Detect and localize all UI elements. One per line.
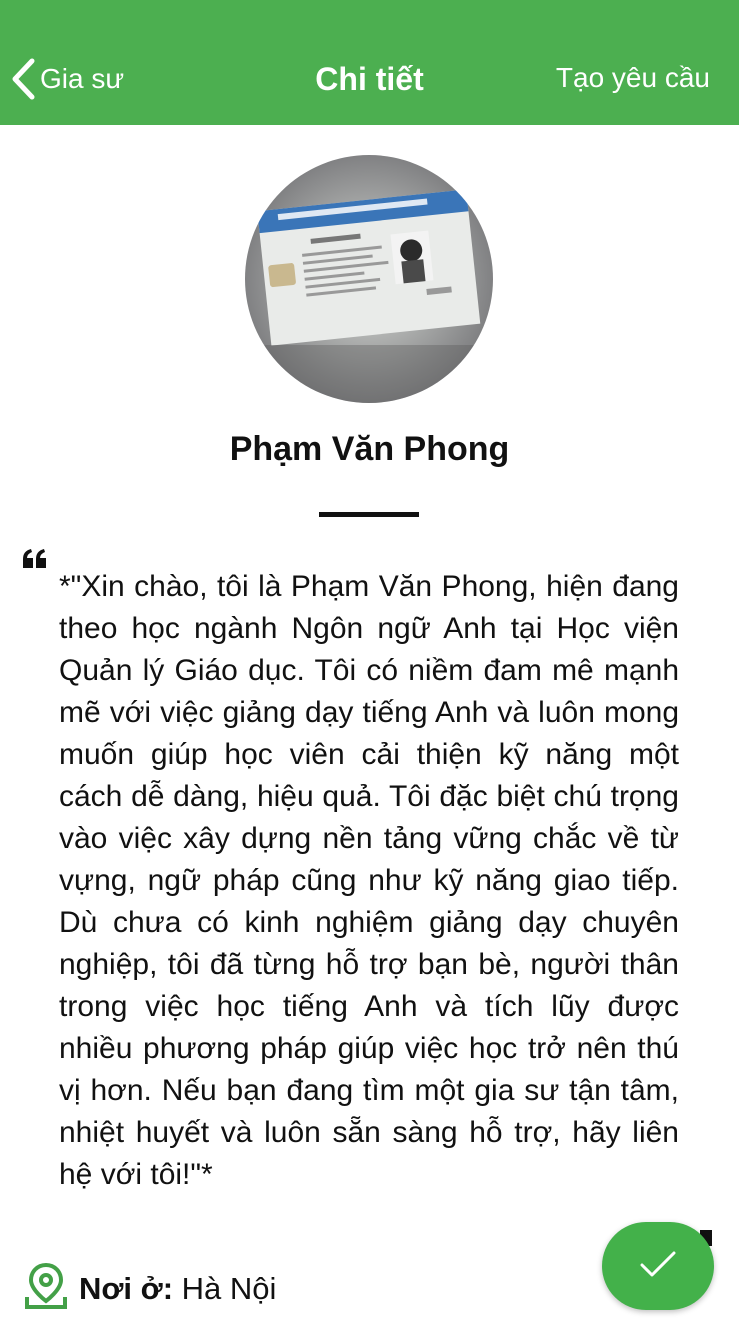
bio-text: *"Xin chào, tôi là Phạm Văn Phong, hiện đang theo học ngành Ngôn ngữ Anh tại Học viện Quản lý Giáo dục. Tôi có niềm đam mê mạnh mẽ với việc giảng dạy tiếng Anh và luôn mong muốn giúp học viên cải thiện kỹ năng một cách dễ dàng, hiệu quả. Tôi đặc biệt chú trọng vào việc xây dựng nền tảng vững chắc về từ vựng, ngữ pháp cũng như kỹ năng giao tiếp. Dù chưa có kinh nghiệm giảng dạy chuyên nghiệp, tôi đã từng hỗ trợ bạn bè, người thân trong việc học tiếng Anh và tích lũy được nhiều phương pháp giúp việc học trở nên thú vị hơn. Nếu bạn đang tìm một gia sư tận tâm, nhiệt huyết và luôn sẵn sàng hỗ trợ, hãy liên hệ với tôi!"* [59,570,679,1191]
map-pin-icon [25,1263,67,1314]
top-app-bar [0,0,739,125]
divider [319,512,419,517]
confirm-fab-button[interactable] [602,1222,714,1310]
location-row [25,1263,276,1314]
page-title: Chi tiết [315,61,424,97]
create-request-button[interactable]: Tạo yêu cầu [555,62,710,93]
location-label: Nơi ở: [79,1270,174,1306]
back-label: Gia sư [40,63,125,94]
location-value: Hà Nội [181,1270,277,1306]
avatar[interactable] [245,155,493,403]
tutor-name: Phạm Văn Phong [229,430,510,468]
quote-icon [22,548,48,575]
checkmark-icon [638,1248,678,1285]
